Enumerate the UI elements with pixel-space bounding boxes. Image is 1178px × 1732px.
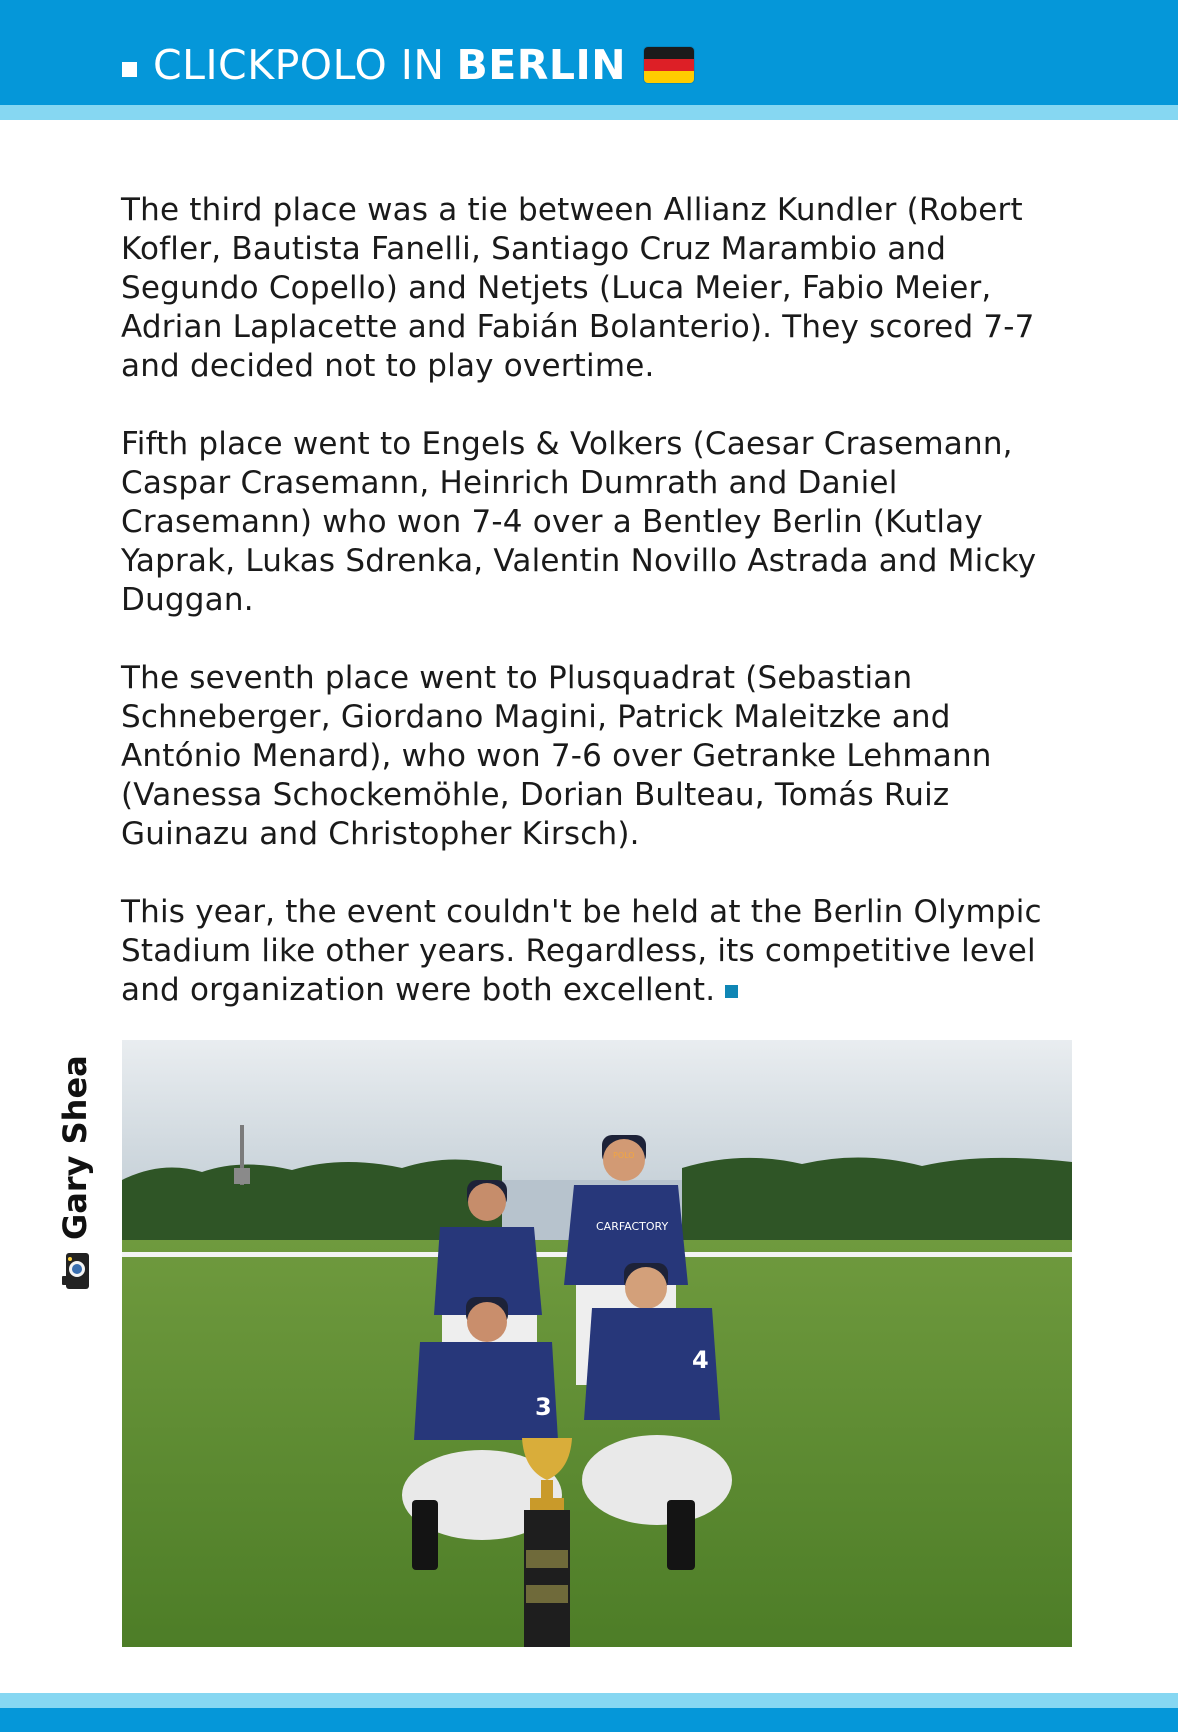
footer-bar [0,1708,1178,1732]
paragraph-seventh-place: The seventh place went to Plusquadrat (Sebastian Schneberger, Giordano Magini, Patrick Maleitzke and António Menard), who won 7-6 over Getranke Lehmann (Vanessa Schockemöhle, Dorian Bulteau, Tomás Ruiz Guinazu and Christopher Kirsch). [121,660,992,852]
paragraph-fifth-place: Fifth place went to Engels & Volkers (Caesar Crasemann, Caspar Crasemann, Heinrich Dumrath and Daniel Crasemann) who won 7-4 over a Bentley Berlin (Kutlay Yaprak, Lukas Sdrenka, Valentin Novillo Astrada and Micky Duggan. [121,426,1037,618]
jersey-number-4: 4 [692,1346,709,1374]
shirt-text: CARFACTORY [596,1220,669,1233]
team-photo-illustration [122,1040,1072,1647]
title-city: BERLIN [456,41,627,89]
title-prefix: CLICKPOLO IN [153,41,445,89]
end-mark-icon [725,985,738,998]
tree-line-right [682,1157,1072,1240]
germany-flag-icon [644,47,694,83]
paragraph-closing [121,893,1071,1010]
square-bullet-icon [122,62,137,77]
footer-stripe [0,1693,1178,1708]
photo-credit [55,1040,95,1290]
cap-text: POLO [613,1151,635,1160]
jersey-number-3: 3 [535,1393,552,1421]
team-photo [122,1040,1072,1647]
camera-icon [60,1252,90,1290]
header-stripe [0,105,1178,120]
page-title [122,35,694,95]
sky [122,1040,1072,1180]
paragraph-third-place: The third place was a tie between Allianz Kundler (Robert Kofler, Bautista Fanelli, Santiago Cruz Marambio and Segundo Copello) and Netjets (Luca Meier, Fabio Meier, Adrian Laplacette and Fabián Bolanterio). They scored 7-7 and decided not to play overtime. [121,192,1035,384]
article-body [121,191,1071,1049]
tower-base [234,1168,250,1184]
closing-text: This year, the event couldn't be held at the Berlin Olympic Stadium like other years. Regardless, its competitive level and organization were both excellent. [121,894,1042,1008]
credit-name: Gary Shea [56,1055,94,1240]
